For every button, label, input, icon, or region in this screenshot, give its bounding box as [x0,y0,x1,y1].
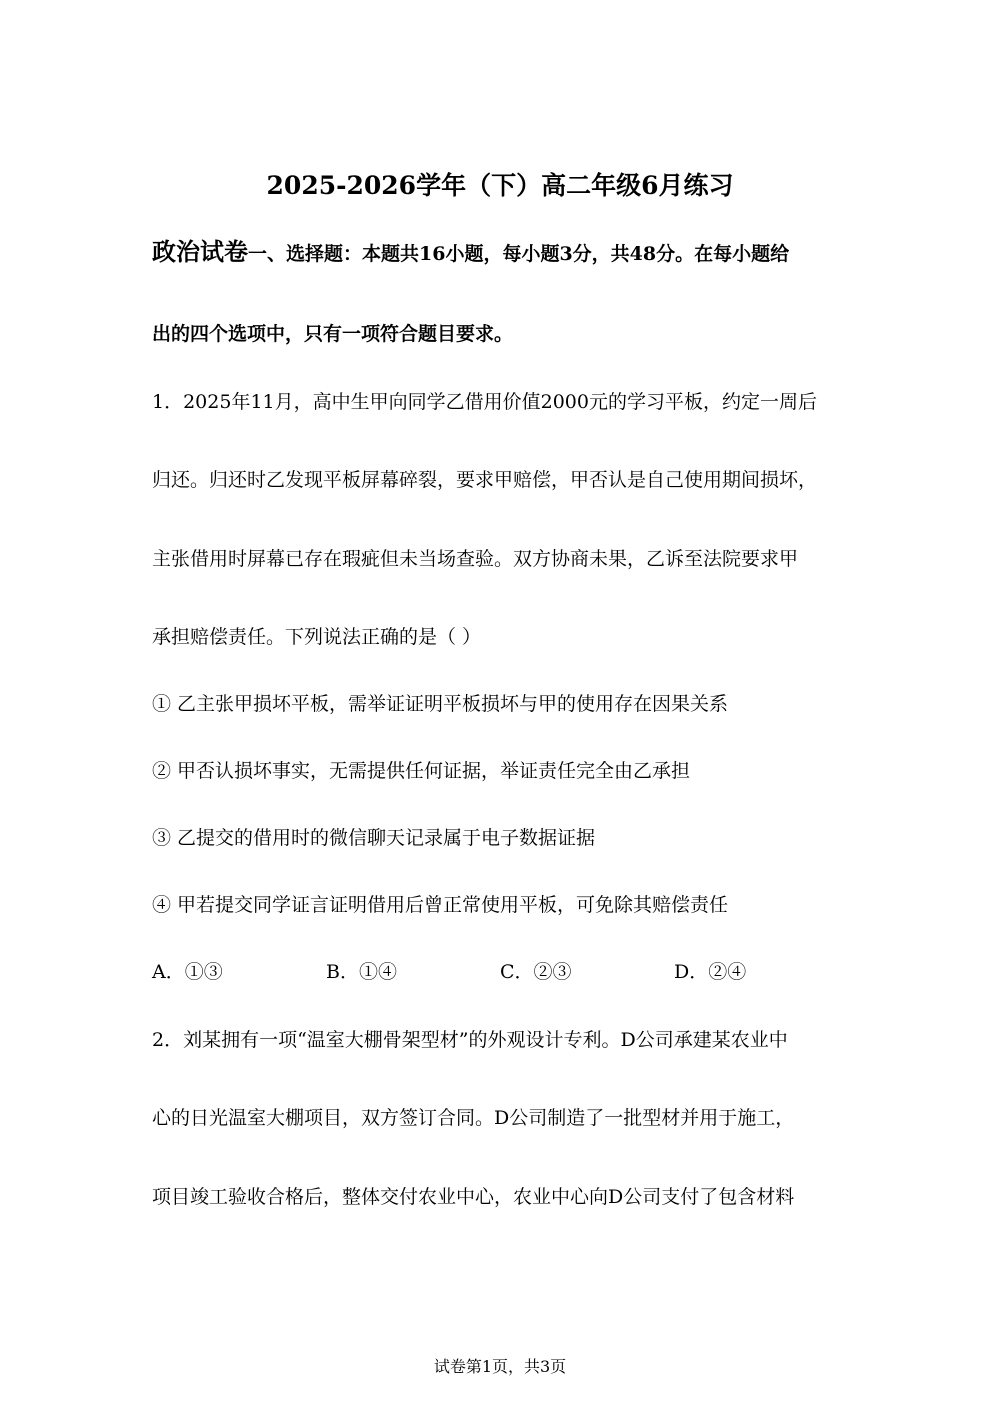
page-footer: 试卷第1页，共3页 [433,1357,567,1376]
q2-stem-line-1: 2．刘某拥有一项“温室大棚骨架型材”的外观设计专利。D公司承建某农业中 [152,1029,788,1051]
q1-statement-2: ② 甲否认损坏事实，无需提供任何证据，举证责任完全由乙承担 [152,760,691,782]
q1-statement-3: ③ 乙提交的借用时的微信聊天记录属于电子数据证据 [152,827,596,849]
q1-options [152,958,852,986]
q1-option-b: B．①④ [326,961,397,983]
q1-option-c: C．②③ [500,961,572,983]
q2-stem-line-3: 项目竣工验收合格后，整体交付农业中心，农业中心向D公司支付了包含材料 [152,1186,795,1208]
q1-stem-line-2: 归还。归还时乙发现平板屏幕碎裂，要求甲赔偿，甲否认是自己使用期间损坏， [152,469,818,491]
section-instruction-part-2: 出的四个选项中，只有一项符合题目要求。 [152,323,514,345]
q1-stem-line-4: 承担赔偿责任。下列说法正确的是（ ） [152,626,482,648]
section-instruction-part-1: 一、选择题：本题共16小题，每小题3分，共48分。在每小题给 [248,243,790,265]
q1-option-a: A．①③ [152,961,223,983]
q1-option-d: D．②④ [674,961,747,983]
subject-label: 政治试卷 [152,237,248,266]
q1-stem-line-3: 主张借用时屏幕已存在瑕疵但未当场查验。双方协商未果，乙诉至法院要求甲 [152,548,799,570]
section-heading-line-1 [152,238,789,268]
exam-title: 2025-2026学年（下）高二年级6月练习 [266,171,734,200]
q1-statement-4: ④ 甲若提交同学证言证明借用后曾正常使用平板，可免除其赔偿责任 [152,894,729,916]
q2-stem-line-2: 心的日光温室大棚项目，双方签订合同。D公司制造了一批型材并用于施工， [152,1107,795,1129]
q1-stem-line-1: 1．2025年11月，高中生甲向同学乙借用价值2000元的学习平板，约定一周后 [152,391,817,413]
q1-statement-1: ① 乙主张甲损坏平板，需举证证明平板损坏与甲的使用存在因果关系 [152,693,729,715]
